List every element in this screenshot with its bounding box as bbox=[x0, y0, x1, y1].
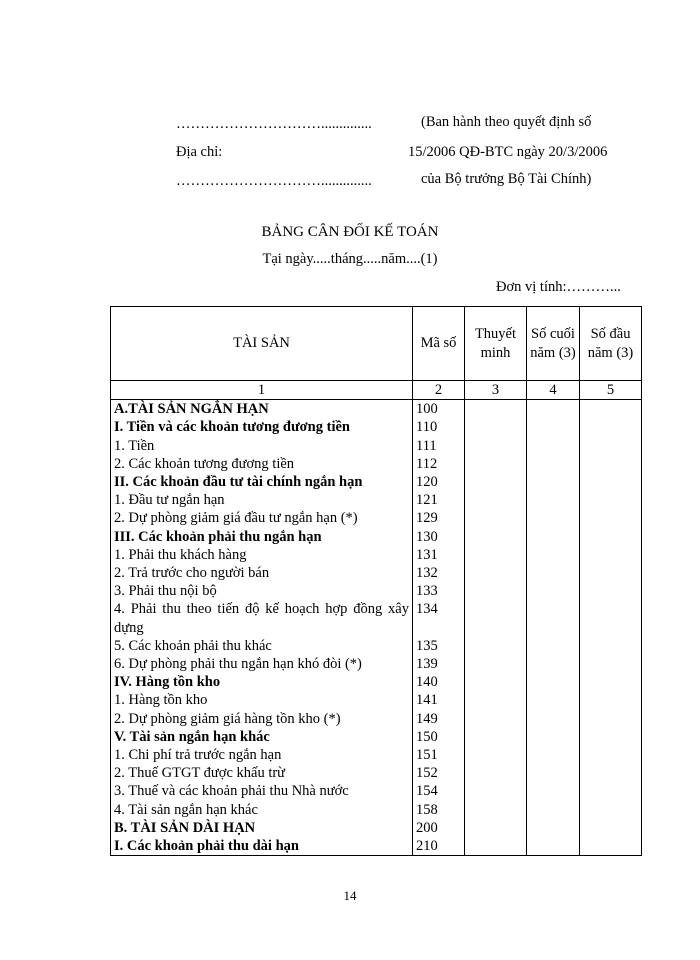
row-value-cell bbox=[580, 673, 642, 691]
balance-sheet-table bbox=[110, 306, 642, 856]
row-label: A.TÀI SẢN NGẮN HẠN bbox=[111, 400, 413, 419]
row-label: 2. Trả trước cho người bán bbox=[111, 564, 413, 582]
col-number: 1 bbox=[111, 381, 413, 400]
row-label: 4. Tài sản ngắn hạn khác bbox=[111, 801, 413, 819]
row-value-cell bbox=[580, 437, 642, 455]
dots-line-2: ………………………….............. bbox=[176, 173, 372, 189]
table-row bbox=[111, 546, 642, 564]
col-number: 2 bbox=[413, 381, 465, 400]
row-label: 3. Thuế và các khoản phải thu Nhà nước bbox=[111, 782, 413, 800]
row-value-cell bbox=[580, 473, 642, 491]
row-code: 152 bbox=[413, 764, 465, 782]
row-value-cell bbox=[465, 710, 527, 728]
row-label: B. TÀI SẢN DÀI HẠN bbox=[111, 819, 413, 837]
table-row bbox=[111, 491, 642, 509]
row-value-cell bbox=[580, 764, 642, 782]
row-value-cell bbox=[527, 801, 580, 819]
column-number-row bbox=[111, 381, 642, 400]
row-label: 2. Dự phòng giảm giá đầu tư ngắn hạn (*) bbox=[111, 509, 413, 527]
row-value-cell bbox=[465, 600, 527, 636]
row-label: 1. Phải thu khách hàng bbox=[111, 546, 413, 564]
table-row bbox=[111, 637, 642, 655]
row-value-cell bbox=[580, 418, 642, 436]
unit-line: Đơn vị tính:………... bbox=[496, 279, 621, 295]
table-row bbox=[111, 455, 642, 473]
table-header-row bbox=[111, 307, 642, 381]
row-value-cell bbox=[580, 782, 642, 800]
row-label: 3. Phải thu nội bộ bbox=[111, 582, 413, 600]
row-value-cell bbox=[527, 691, 580, 709]
row-label: 1. Chi phí trả trước ngắn hạn bbox=[111, 746, 413, 764]
row-value-cell bbox=[580, 455, 642, 473]
row-value-cell bbox=[580, 528, 642, 546]
table-row bbox=[111, 473, 642, 491]
row-code: 112 bbox=[413, 455, 465, 473]
row-value-cell bbox=[580, 509, 642, 527]
header-code: Mã số bbox=[413, 307, 465, 381]
row-value-cell bbox=[527, 509, 580, 527]
col-number: 4 bbox=[527, 381, 580, 400]
row-value-cell bbox=[580, 546, 642, 564]
row-value-cell bbox=[527, 491, 580, 509]
table-row bbox=[111, 673, 642, 691]
row-value-cell bbox=[580, 400, 642, 419]
row-value-cell bbox=[580, 564, 642, 582]
row-label: I. Các khoản phải thu dài hạn bbox=[111, 837, 413, 856]
row-value-cell bbox=[580, 600, 642, 636]
table-row bbox=[111, 655, 642, 673]
row-label: II. Các khoản đầu tư tài chính ngắn hạn bbox=[111, 473, 413, 491]
row-code: 110 bbox=[413, 418, 465, 436]
row-code: 132 bbox=[413, 564, 465, 582]
regulation-line-2: 15/2006 QĐ-BTC ngày 20/3/2006 bbox=[408, 144, 608, 160]
row-code: 158 bbox=[413, 801, 465, 819]
row-value-cell bbox=[465, 546, 527, 564]
table-row bbox=[111, 691, 642, 709]
row-value-cell bbox=[527, 637, 580, 655]
row-label: 6. Dự phòng phải thu ngắn hạn khó đòi (*) bbox=[111, 655, 413, 673]
row-code: 141 bbox=[413, 691, 465, 709]
table-row bbox=[111, 819, 642, 837]
date-line: Tại ngày.....tháng.....năm....(1) bbox=[262, 251, 438, 267]
row-code: 200 bbox=[413, 819, 465, 837]
row-label: V. Tài sản ngắn hạn khác bbox=[111, 728, 413, 746]
row-value-cell bbox=[527, 600, 580, 636]
row-label: 2. Dự phòng giảm giá hàng tồn kho (*) bbox=[111, 710, 413, 728]
row-value-cell bbox=[465, 819, 527, 837]
row-value-cell bbox=[580, 837, 642, 856]
row-code: 131 bbox=[413, 546, 465, 564]
col-number: 5 bbox=[580, 381, 642, 400]
row-label: 1. Đầu tư ngắn hạn bbox=[111, 491, 413, 509]
row-value-cell bbox=[580, 637, 642, 655]
row-value-cell bbox=[465, 455, 527, 473]
table-row bbox=[111, 509, 642, 527]
regulation-line-3: của Bộ trưởng Bộ Tài Chính) bbox=[421, 171, 592, 187]
row-label: 5. Các khoản phải thu khác bbox=[111, 637, 413, 655]
table-row bbox=[111, 437, 642, 455]
row-label: 4. Phải thu theo tiến độ kế hoạch hợp đồng xây dựng bbox=[111, 600, 413, 636]
row-value-cell bbox=[465, 801, 527, 819]
table-row bbox=[111, 710, 642, 728]
row-value-cell bbox=[465, 837, 527, 856]
table-row bbox=[111, 782, 642, 800]
row-value-cell bbox=[527, 819, 580, 837]
row-value-cell bbox=[527, 655, 580, 673]
row-code: 121 bbox=[413, 491, 465, 509]
header-begin-year: Số đầu năm (3) bbox=[580, 307, 642, 381]
table-row bbox=[111, 600, 642, 636]
col-number: 3 bbox=[465, 381, 527, 400]
document-title: BẢNG CÂN ĐỐI KẾ TOÁN bbox=[261, 224, 439, 240]
row-value-cell bbox=[465, 418, 527, 436]
row-code: 139 bbox=[413, 655, 465, 673]
address-label: Địa chỉ: bbox=[176, 144, 223, 160]
row-code: 154 bbox=[413, 782, 465, 800]
table-row bbox=[111, 764, 642, 782]
row-value-cell bbox=[527, 528, 580, 546]
row-value-cell bbox=[527, 564, 580, 582]
row-value-cell bbox=[465, 564, 527, 582]
row-value-cell bbox=[580, 728, 642, 746]
table-row bbox=[111, 564, 642, 582]
row-value-cell bbox=[527, 764, 580, 782]
row-value-cell bbox=[465, 746, 527, 764]
regulation-line-1: (Ban hành theo quyết định số bbox=[421, 114, 592, 130]
row-label: 1. Tiền bbox=[111, 437, 413, 455]
row-code: 150 bbox=[413, 728, 465, 746]
table-row bbox=[111, 801, 642, 819]
row-value-cell bbox=[580, 691, 642, 709]
table-row bbox=[111, 582, 642, 600]
row-value-cell bbox=[465, 764, 527, 782]
row-value-cell bbox=[465, 491, 527, 509]
table-row bbox=[111, 837, 642, 856]
row-value-cell bbox=[527, 673, 580, 691]
row-code: 149 bbox=[413, 710, 465, 728]
row-value-cell bbox=[527, 546, 580, 564]
row-code: 130 bbox=[413, 528, 465, 546]
row-code: 100 bbox=[413, 400, 465, 419]
row-value-cell bbox=[465, 582, 527, 600]
row-value-cell bbox=[465, 437, 527, 455]
table-row bbox=[111, 746, 642, 764]
row-value-cell bbox=[527, 418, 580, 436]
row-code: 129 bbox=[413, 509, 465, 527]
row-value-cell bbox=[465, 473, 527, 491]
row-code: 133 bbox=[413, 582, 465, 600]
row-value-cell bbox=[580, 746, 642, 764]
header-end-year: Số cuối năm (3) bbox=[527, 307, 580, 381]
row-code: 120 bbox=[413, 473, 465, 491]
row-label: IV. Hàng tồn kho bbox=[111, 673, 413, 691]
row-value-cell bbox=[527, 455, 580, 473]
row-value-cell bbox=[527, 400, 580, 419]
row-value-cell bbox=[465, 728, 527, 746]
row-code: 135 bbox=[413, 637, 465, 655]
row-value-cell bbox=[465, 655, 527, 673]
row-code: 151 bbox=[413, 746, 465, 764]
row-label: 1. Hàng tồn kho bbox=[111, 691, 413, 709]
row-code: 134 bbox=[413, 600, 465, 636]
row-value-cell bbox=[527, 437, 580, 455]
row-value-cell bbox=[580, 491, 642, 509]
row-value-cell bbox=[527, 782, 580, 800]
row-value-cell bbox=[527, 473, 580, 491]
row-code: 111 bbox=[413, 437, 465, 455]
header-asset: TÀI SẢN bbox=[111, 307, 413, 381]
table-row bbox=[111, 528, 642, 546]
row-label: I. Tiền và các khoản tương đương tiền bbox=[111, 418, 413, 436]
row-value-cell bbox=[580, 582, 642, 600]
row-label: 2. Các khoản tương đương tiền bbox=[111, 455, 413, 473]
row-value-cell bbox=[465, 673, 527, 691]
table-row bbox=[111, 418, 642, 436]
row-value-cell bbox=[465, 691, 527, 709]
row-value-cell bbox=[527, 710, 580, 728]
row-value-cell bbox=[527, 728, 580, 746]
table-row bbox=[111, 728, 642, 746]
table-row bbox=[111, 400, 642, 419]
row-value-cell bbox=[580, 801, 642, 819]
row-code: 210 bbox=[413, 837, 465, 856]
row-value-cell bbox=[527, 746, 580, 764]
dots-line-1: ………………………….............. bbox=[176, 116, 372, 132]
row-value-cell bbox=[465, 400, 527, 419]
row-value-cell bbox=[465, 528, 527, 546]
row-value-cell bbox=[580, 819, 642, 837]
page-number: 14 bbox=[343, 888, 357, 903]
row-code: 140 bbox=[413, 673, 465, 691]
row-value-cell bbox=[580, 655, 642, 673]
row-value-cell bbox=[465, 637, 527, 655]
row-label: III. Các khoản phải thu ngắn hạn bbox=[111, 528, 413, 546]
row-value-cell bbox=[527, 837, 580, 856]
row-label: 2. Thuế GTGT được khấu trừ bbox=[111, 764, 413, 782]
header-note: Thuyết minh bbox=[465, 307, 527, 381]
row-value-cell bbox=[580, 710, 642, 728]
row-value-cell bbox=[465, 509, 527, 527]
row-value-cell bbox=[465, 782, 527, 800]
row-value-cell bbox=[527, 582, 580, 600]
